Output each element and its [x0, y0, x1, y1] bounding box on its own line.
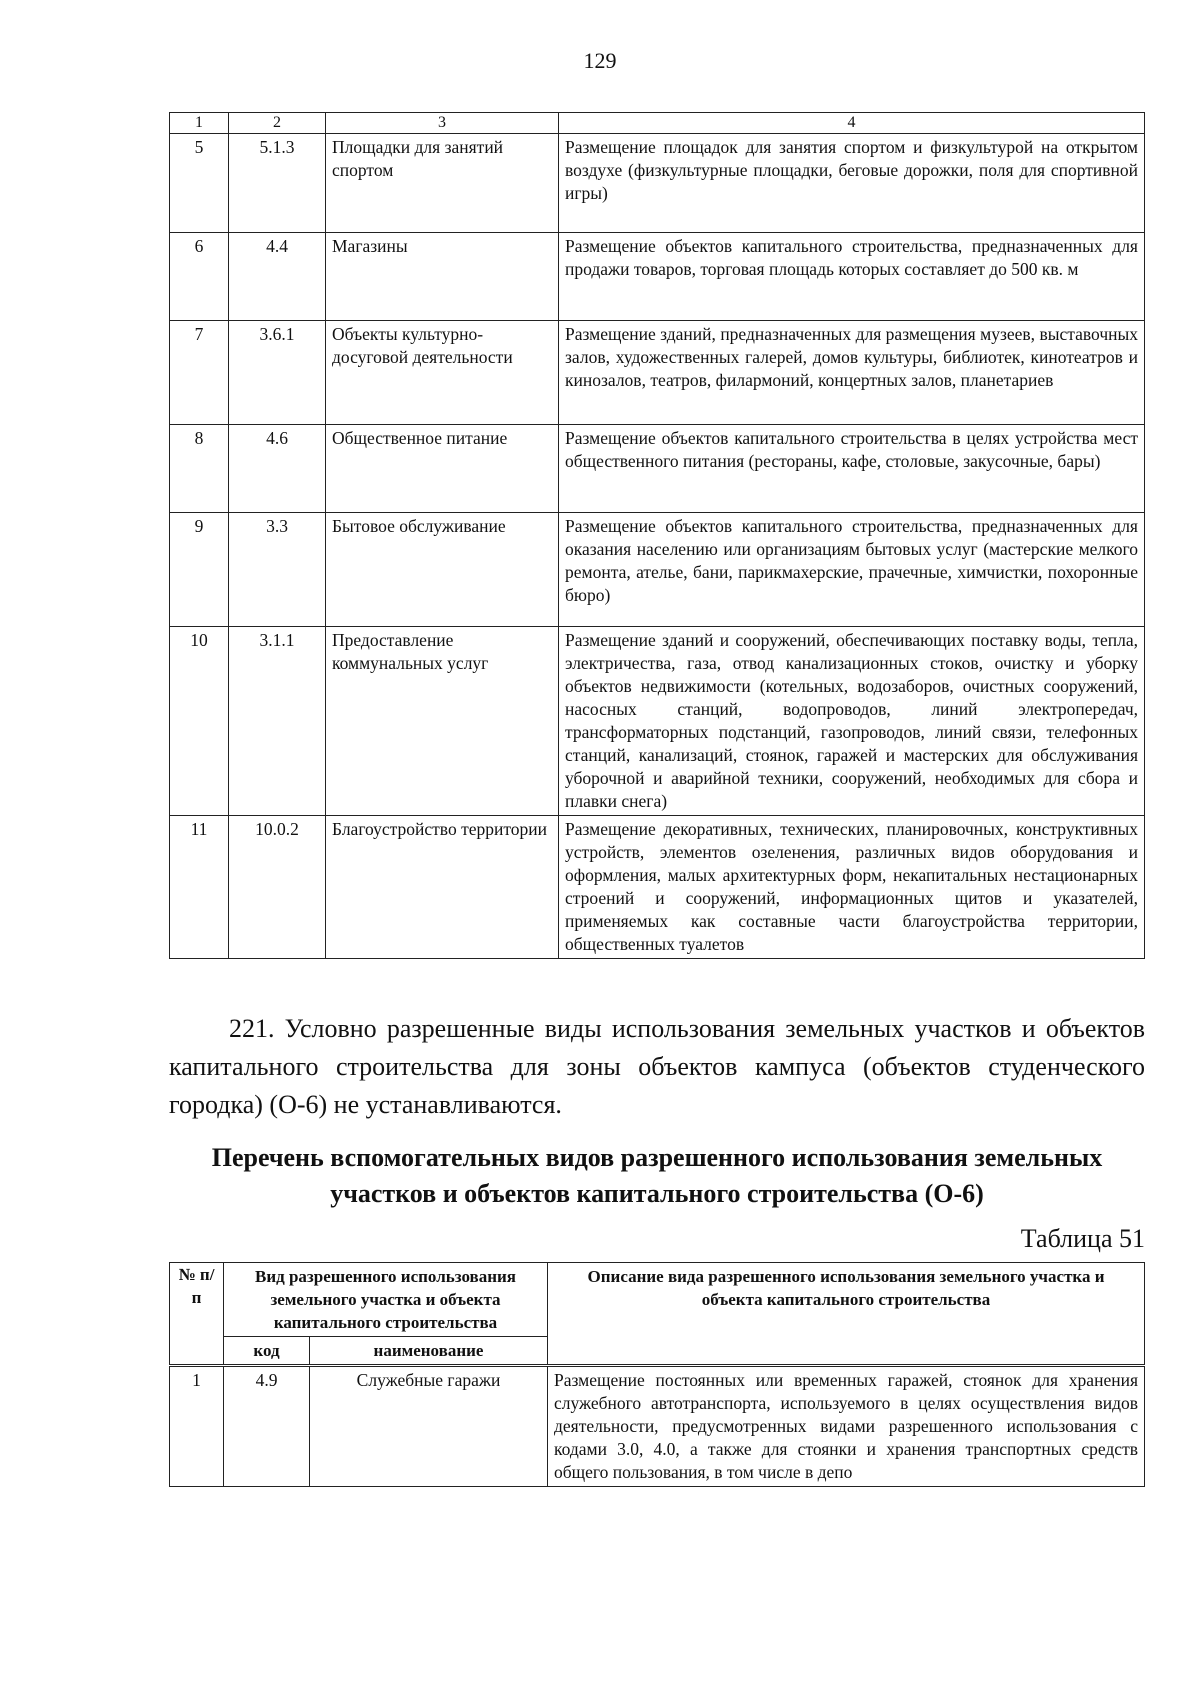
table-caption: Таблица 51 [1020, 1224, 1145, 1253]
row-name: Служебные гаражи [310, 1366, 548, 1487]
table-row [170, 425, 1145, 513]
row-description: Размещение декоративных, технических, планировочных, конструктивных устройств, элементов озеленения, различных видов оборудования и оформления, малых архитектурных форм, некапитальных нестационарных строений и сооружений, информационных щитов и указателей, применяемых как составные части благоустройства территории, общественных туалетов [559, 816, 1145, 959]
row-number: 6 [170, 233, 229, 321]
row-number: 5 [170, 134, 229, 233]
row-description: Размещение площадок для занятия спортом и физкультурой на открытом воздухе (физкультурные площадки, беговые дорожки, поля для спортивной игры) [559, 134, 1145, 233]
permitted-uses-table [169, 112, 1145, 959]
row-number: 10 [170, 627, 229, 816]
row-code: 4.4 [229, 233, 326, 321]
row-number: 7 [170, 321, 229, 425]
table-header-row [170, 113, 1145, 134]
table-row [170, 321, 1145, 425]
row-code: 5.1.3 [229, 134, 326, 233]
row-name: Объекты культурно-досуговой деятельности [326, 321, 559, 425]
table-row [170, 134, 1145, 233]
row-description: Размещение зданий, предназначенных для размещения музеев, выставочных залов, художественных галерей, домов культуры, библиотек, кинотеатров и кинозалов, театров, филармоний, концертных залов, планетариев [559, 321, 1145, 425]
table2-header-row [170, 1263, 1145, 1337]
header-col-1: 1 [170, 113, 229, 134]
row-name: Общественное питание [326, 425, 559, 513]
row-description: Размещение объектов капитального строительства, предназначенных для продажи товаров, торговая площадь которых составляет до 500 кв. м [559, 233, 1145, 321]
row-code: 4.6 [229, 425, 326, 513]
row-name: Бытовое обслуживание [326, 513, 559, 627]
conditional-uses-paragraph: 221. Условно разрешенные виды использования земельных участков и объектов капитального строительства для зоны объектов кампуса (объектов студенческого городка) (О-6) не устанавливаются. [169, 1014, 1145, 1119]
row-code: 3.6.1 [229, 321, 326, 425]
header-name: наименование [310, 1337, 548, 1366]
header-number: № п/п [170, 1263, 224, 1366]
row-code: 3.3 [229, 513, 326, 627]
row-description: Размещение объектов капитального строительства, предназначенных для оказания населению или организациям бытовых услуг (мастерские мелкого ремонта, ателье, бани, парикмахерские, прачечные, химчистки, похоронные бюро) [559, 513, 1145, 627]
table-row [170, 816, 1145, 959]
row-code: 10.0.2 [229, 816, 326, 959]
row-name: Магазины [326, 233, 559, 321]
row-number: 8 [170, 425, 229, 513]
table-row [170, 513, 1145, 627]
row-code: 4.9 [224, 1366, 310, 1487]
section-title: Перечень вспомогательных видов разрешенного использования земельных участков и объектов капитального строительства (О-6) [211, 1143, 1103, 1208]
row-number: 1 [170, 1366, 224, 1487]
row-number: 11 [170, 816, 229, 959]
row-name: Благоустройство территории [326, 816, 559, 959]
page-number: 129 [583, 48, 617, 73]
row-description: Размещение зданий и сооружений, обеспечивающих поставку воды, тепла, электричества, газа, отвод канализационных стоков, очистку и уборку объектов недвижимости (котельных, водозаборов, очистных сооружений, насосных станций, водопроводов, линий электропередач, трансформаторных подстанций, газопроводов, линий связи, телефонных станций, канализаций, стоянок, гаражей и мастерских для обслуживания уборочной и аварийной техники, сооружений, необходимых для сбора и плавки снега) [559, 627, 1145, 816]
row-name: Площадки для занятий спортом [326, 134, 559, 233]
header-col-2: 2 [229, 113, 326, 134]
header-use-kind: Вид разрешенного использования земельного участка и объекта капитального строительства [224, 1263, 548, 1337]
row-name: Предоставление коммунальных услуг [326, 627, 559, 816]
header-description: Описание вида разрешенного использования земельного участка и объекта капитального строительства [548, 1263, 1145, 1366]
row-number: 9 [170, 513, 229, 627]
row-description: Размещение объектов капитального строительства в целях устройства мест общественного питания (рестораны, кафе, столовые, закусочные, бары) [559, 425, 1145, 513]
row-code: 3.1.1 [229, 627, 326, 816]
table-row [170, 233, 1145, 321]
auxiliary-uses-table [169, 1262, 1145, 1487]
row-description: Размещение постоянных или временных гаражей, стоянок для хранения служебного автотранспорта, используемого в целях осуществления видов деятельности, предусмотренных видами разрешенного использования с кодами 3.0, 4.0, а также для стоянки и хранения транспортных средств общего пользования, в том числе в депо [548, 1366, 1145, 1487]
header-col-4: 4 [559, 113, 1145, 134]
table-row [170, 627, 1145, 816]
table-row [170, 1366, 1145, 1487]
header-col-3: 3 [326, 113, 559, 134]
header-code: код [224, 1337, 310, 1366]
